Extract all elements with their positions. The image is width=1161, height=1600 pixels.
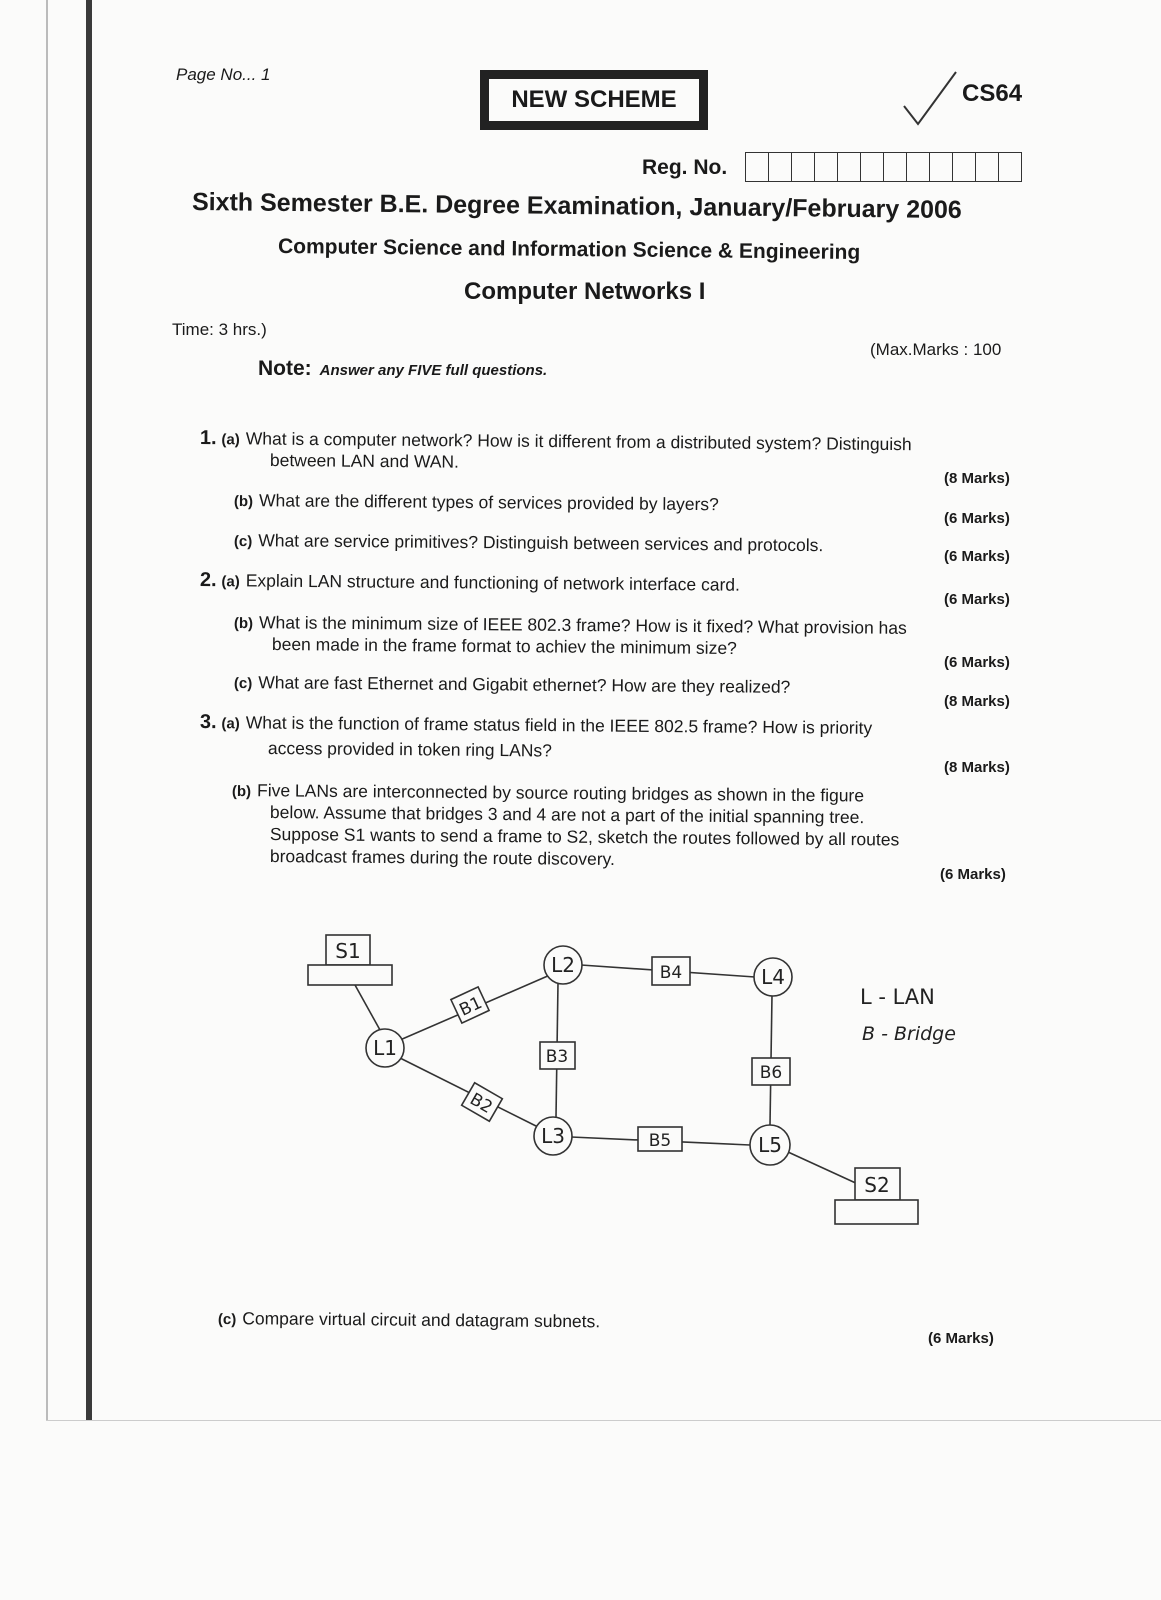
question-2b: (b) What is the minimum size of IEEE 802.3 frame? How is it fixed? What provision has (233, 612, 907, 638)
marks: (6 Marks) (944, 548, 1010, 565)
question-3b-line2: below. Assume that bridges 3 and 4 are not a part of the initial spanning tree. (269, 802, 865, 828)
subject-title: Computer Networks I (464, 278, 706, 305)
question-2a: 2. (a) Explain LAN structure and functioning of network interface card. (199, 569, 741, 595)
exam-title: Sixth Semester B.E. Degree Examination, January/February 2006 (191, 187, 962, 225)
bridge-b3: B3 (545, 1047, 569, 1067)
lan-l3: L3 (541, 1124, 565, 1148)
branch-title: Computer Science and Information Science & Engineering (277, 234, 861, 265)
note-text: Answer any FIVE full questions. (319, 362, 548, 379)
question-3b-line3: Suppose S1 wants to send a frame to S2, sketch the routes followed by all routes (269, 824, 900, 850)
marks: (6 Marks) (940, 866, 1006, 883)
marks: (6 Marks) (944, 654, 1010, 671)
question-1c: (c) What are service primitives? Distinguish between services and protocols. (233, 530, 824, 556)
station-s2: S2 (864, 1173, 890, 1197)
marks: (8 Marks) (944, 759, 1010, 776)
question-2c: (c) What are fast Ethernet and Gigabit ethernet? How are they realized? (233, 672, 791, 697)
bridge-b2: B2 (466, 1089, 496, 1119)
bridge-b4: B4 (659, 963, 683, 983)
lan-l2: L2 (551, 953, 575, 977)
marks: (6 Marks) (944, 510, 1010, 527)
scheme-label: NEW SCHEME (511, 86, 677, 113)
question-1b: (b) What are the different types of services provided by layers? (233, 490, 719, 515)
question-1a: 1. (a) What is a computer network? How is it different from a distributed system? Distinguish (199, 427, 912, 455)
lan-l1: L1 (373, 1036, 397, 1060)
bridge-b6: B6 (759, 1063, 783, 1083)
reg-no-label: Reg. No. (642, 156, 728, 179)
question-3b: (b) Five LANs are interconnected by source routing bridges as shown in the figure (231, 780, 865, 806)
legend-bridge: B - Bridge (862, 1023, 956, 1045)
station-s1: S1 (335, 939, 361, 963)
question-2b-line2: been made in the frame format to achiev the minimum size? (271, 634, 737, 659)
question-3b-line4: broadcast frames during the route discovery. (269, 846, 615, 870)
question-1a-line2: between LAN and WAN. (269, 450, 460, 472)
paper-code: CS64 (962, 80, 1023, 107)
question-3a-line2: access provided in token ring LANs? (267, 738, 553, 761)
page-number: Page No... 1 (176, 65, 271, 84)
lan-l5: L5 (758, 1133, 782, 1157)
note-label: Note: (258, 357, 312, 380)
time-allowed: Time: 3 hrs.) (172, 320, 267, 339)
question-3a: 3. (a) What is the function of frame status field in the IEEE 802.5 frame? How is priority (199, 711, 873, 738)
marks: (6 Marks) (928, 1330, 994, 1347)
legend-lan: L - LAN (860, 985, 935, 1009)
marks: (6 Marks) (944, 591, 1010, 608)
bridge-b5: B5 (648, 1131, 672, 1151)
bridge-b1: B1 (456, 992, 486, 1021)
marks: (8 Marks) (944, 693, 1010, 710)
lan-l4: L4 (761, 965, 785, 989)
marks: (8 Marks) (944, 470, 1010, 487)
max-marks: (Max.Marks : 100 (870, 340, 1002, 359)
question-3c: (c) Compare virtual circuit and datagram subnets. (217, 1308, 601, 1332)
